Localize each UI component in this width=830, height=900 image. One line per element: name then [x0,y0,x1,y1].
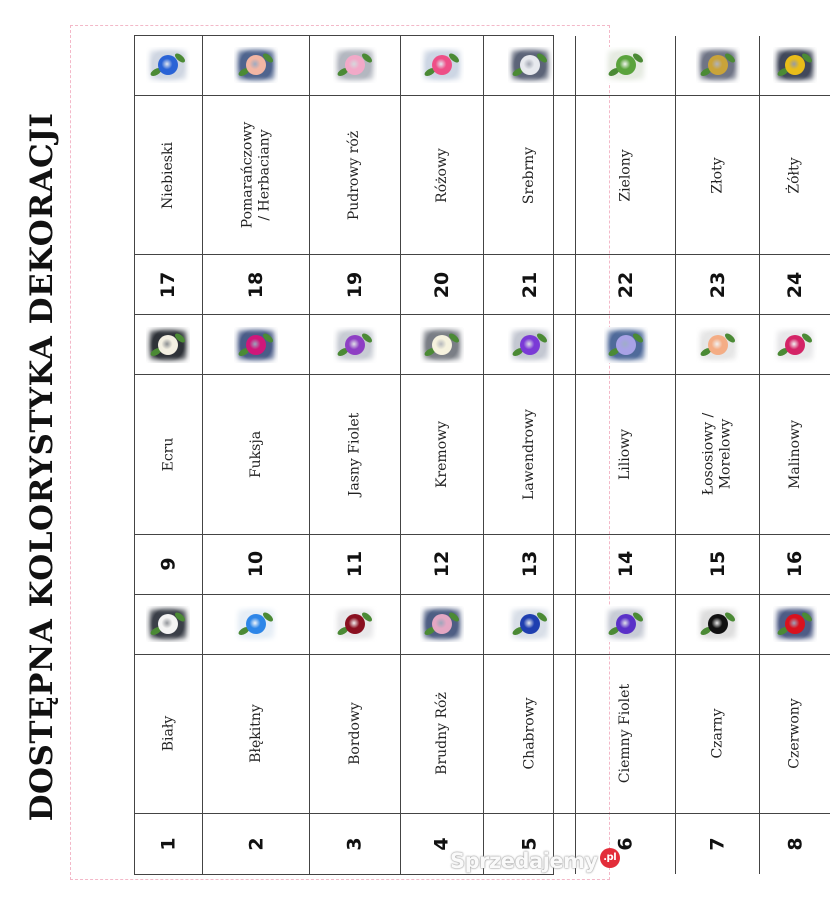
flower-photo [146,327,190,363]
color-name: Złoty [709,157,726,194]
color-number-cell [203,255,310,315]
color-number: 8 [784,837,807,851]
flower-photo-cell [676,315,759,375]
color-name: Brudny Róż [433,692,450,776]
color-name: Czarny [709,708,726,759]
color-name-cell [676,96,759,256]
flower-photo-cell [401,315,484,375]
flower-photo [333,47,377,83]
color-number-cell [401,255,484,315]
flower-photo-cell [203,36,310,96]
flower-icon [616,335,636,355]
watermark-badge: .pl [600,848,620,868]
color-number-cell [310,814,399,874]
color-number-cell [310,535,399,595]
flower-photo [234,47,278,83]
flower-photo [333,606,377,642]
flower-photo [234,327,278,363]
flower-photo-cell [576,595,675,655]
table-row [135,36,203,874]
color-name-cell [484,655,575,815]
flower-icon [520,55,540,75]
color-name: Pudrowy róż [346,130,363,220]
color-number: 21 [518,271,541,299]
flower-icon [616,614,636,634]
color-number-cell [203,535,310,595]
flower-photo [604,327,648,363]
color-name-cell [135,96,202,256]
color-number: 20 [431,271,454,299]
color-number: 3 [344,837,367,851]
color-name: Niebieski [159,141,176,209]
flower-icon [520,614,540,634]
table-row [576,36,676,874]
color-name-cell [760,96,830,256]
color-number: 7 [706,837,729,851]
color-number: 6 [614,837,637,851]
color-number-cell [760,255,830,315]
flower-icon [158,335,178,355]
flower-icon [785,335,805,355]
color-name-cell [576,96,675,256]
color-name-cell [676,375,759,535]
color-number: 2 [245,837,268,851]
color-number: 9 [157,557,180,571]
color-name-cell [676,655,759,815]
flower-photo-cell [203,595,310,655]
color-name-cell [135,375,202,535]
flower-icon [432,614,452,634]
color-name: Czerwony [786,698,803,770]
color-name-cell [576,375,675,535]
color-number: 22 [614,271,637,299]
flower-photo-cell [760,315,830,375]
color-name: Srebrny [521,146,538,204]
flower-photo-cell [135,36,202,96]
flower-photo [773,606,817,642]
flower-photo-cell [576,315,675,375]
color-number: 5 [518,837,541,851]
color-number-cell [310,255,399,315]
flower-icon [432,335,452,355]
color-name: Chabrowy [521,697,538,770]
color-number: 19 [344,271,367,299]
color-name: Ciemny Fiolet [617,684,634,784]
color-number: 13 [518,550,541,578]
color-number: 17 [157,271,180,299]
color-number-cell [760,814,830,874]
color-number: 24 [784,271,807,299]
flower-photo [234,606,278,642]
flower-photo-cell [676,595,759,655]
flower-photo [420,606,464,642]
watermark-text: Sprzedajemy [450,849,598,873]
flower-photo [696,606,740,642]
color-name-cell [310,96,399,256]
color-name-cell [203,655,310,815]
flower-photo-cell [310,595,399,655]
table-row [484,36,576,874]
color-name: Różowy [433,147,450,203]
flower-icon [785,55,805,75]
color-name-cell [401,96,484,256]
flower-photo [420,47,464,83]
color-name-cell [203,96,310,256]
table-row [310,36,400,874]
flower-icon [345,55,365,75]
color-name-cell [760,375,830,535]
color-name: Łososiowy / Morelowy [700,413,734,496]
flower-photo [146,47,190,83]
flower-icon [158,614,178,634]
flower-icon [785,614,805,634]
flower-photo [604,47,648,83]
flower-photo-cell [760,36,830,96]
color-number: 12 [431,550,454,578]
flower-photo-cell [676,36,759,96]
flower-icon [246,55,266,75]
flower-icon [432,55,452,75]
color-number-cell [676,535,759,595]
color-number-cell [676,255,759,315]
flower-photo [696,327,740,363]
color-number-cell [135,535,202,595]
flower-photo-cell [401,595,484,655]
flower-icon [345,335,365,355]
color-name: Błękitny [247,704,264,764]
color-name: Biały [159,716,176,752]
color-number: 10 [245,550,268,578]
color-name-cell [484,96,575,256]
color-name: Malinowy [786,419,803,489]
flower-photo [146,606,190,642]
color-number-cell [135,255,202,315]
color-name-cell [576,655,675,815]
color-name: Fuksja [247,430,264,479]
flower-icon [246,614,266,634]
flower-photo-cell [135,595,202,655]
flower-photo-cell [401,36,484,96]
flower-icon [158,55,178,75]
color-number: 16 [784,550,807,578]
color-number-cell [760,535,830,595]
flower-photo [604,606,648,642]
color-number-cell [576,535,675,595]
flower-icon [520,335,540,355]
color-number-cell [401,535,484,595]
color-name: Ecru [159,437,176,472]
color-number: 11 [344,550,367,578]
flower-icon [345,614,365,634]
flower-icon [708,55,728,75]
flower-photo-cell [484,595,575,655]
flower-photo-cell [576,36,675,96]
color-number: 23 [706,271,729,299]
flower-photo [508,327,552,363]
page-title: DOSTĘPNA KOLORYSTYKA DEKORACJI [24,112,60,822]
flower-icon [246,335,266,355]
flower-photo [420,327,464,363]
color-number-cell [484,255,575,315]
color-name: Żółty [786,157,803,194]
flower-photo [696,47,740,83]
color-number: 4 [431,837,454,851]
color-name-cell [203,375,310,535]
flower-photo [333,327,377,363]
color-number: 15 [706,550,729,578]
color-name: Kremowy [433,420,450,489]
color-name-cell [484,375,575,535]
color-number-cell [676,814,759,874]
color-number: 18 [245,271,268,299]
flower-icon [708,335,728,355]
table-row [760,36,830,874]
color-name-cell [401,655,484,815]
flower-photo-cell [310,36,399,96]
color-number-cell [576,255,675,315]
table-row [401,36,485,874]
table-row [203,36,311,874]
color-number-cell [484,535,575,595]
watermark-logo [450,848,620,873]
color-name: Pomarańczowy / Herbaciany [239,121,273,229]
flower-icon [708,614,728,634]
flower-photo [508,47,552,83]
flower-photo [773,327,817,363]
flower-photo-cell [310,315,399,375]
color-name-cell [310,375,399,535]
color-name-cell [760,655,830,815]
color-number-cell [135,814,202,874]
flower-photo-cell [484,36,575,96]
flower-photo-cell [760,595,830,655]
color-number: 1 [157,837,180,851]
color-name-cell [401,375,484,535]
flower-photo [508,606,552,642]
color-number: 14 [614,550,637,578]
color-name: Lawendrowy [521,409,538,500]
flower-photo-cell [135,315,202,375]
color-name: Liliowy [617,428,634,481]
flower-photo-cell [484,315,575,375]
flower-photo [773,47,817,83]
color-name: Zielony [617,148,634,202]
color-name: Bordowy [346,702,363,766]
color-name-cell [310,655,399,815]
color-name: Jasny Fiolet [346,412,363,497]
flower-photo-cell [203,315,310,375]
table-row [676,36,760,874]
color-name-cell [135,655,202,815]
color-number-cell [203,814,310,874]
flower-icon [616,55,636,75]
